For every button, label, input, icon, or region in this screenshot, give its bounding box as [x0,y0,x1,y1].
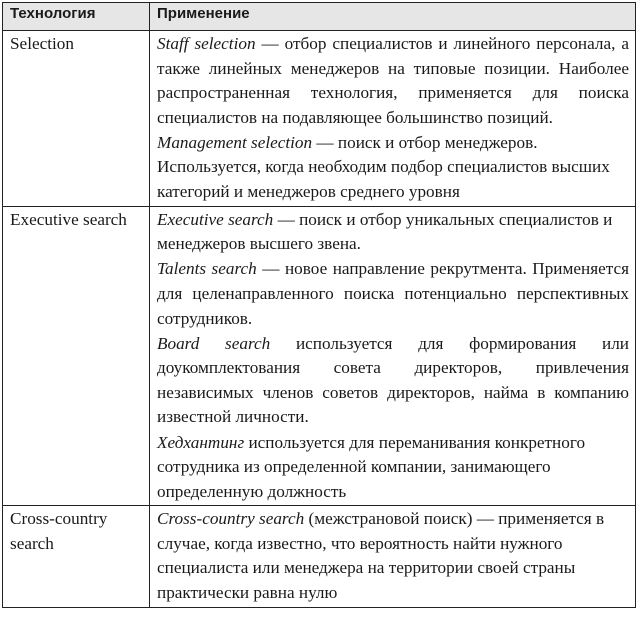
term-description: — поиск и отбор менеджеров. Используется, когда необходим подбор специалистов высших категорий и менеджеров среднего уровня [157,132,610,202]
header-technology: Технология [3,3,150,31]
term-description: используется для формирования или доукомплектования совета директоров, привлечения независимых членов советов директоров, найма в компанию известной личности. [157,333,629,427]
technology-cell: Cross-country search [3,506,150,607]
table-header-row [3,3,636,31]
term-description: — новое направление рекрутмента. Применяется для целенаправленного поиска потенциально перспективных сотрудников. [157,259,629,328]
term-name: Cross-country search [157,509,305,529]
application-paragraph [157,208,629,257]
term-name: Management selection [157,132,313,152]
table-row [3,206,636,506]
application-cell [150,206,636,506]
term-description: — поиск и отбор уникальных специалистов и менеджеров высшего звена. [157,209,613,254]
header-application: Применение [150,3,636,31]
term-name: Staff selection [157,34,256,53]
term-name: Executive search [157,209,274,229]
application-paragraph [157,257,629,331]
technology-cell: Selection [3,31,150,207]
table-row [3,506,636,607]
application-paragraph [157,131,629,205]
application-paragraph [157,507,629,605]
term-name: Board search [157,333,271,353]
term-description: (межстрановой поиск) — применяется в случае, когда известно, что вероятность найти нужного специалиста или менеджера на территории своей страны практически равна нулю [157,509,605,603]
application-cell [150,31,636,207]
term-name: Хедхантинг [157,432,245,452]
term-name: Talents search [157,259,257,279]
table-row [3,31,636,207]
application-cell [150,506,636,607]
application-paragraph [157,332,629,430]
recruitment-technologies-table [2,2,636,608]
application-paragraph [157,32,629,130]
term-description: — отбор специалистов и линейного персонала, а также линейных менеджеров на типовые позиции. Наиболее распространенная технология, применяется для поиска специалистов на подавляющее большинство позиций. [157,34,629,127]
application-paragraph [157,431,629,505]
technology-cell: Executive search [3,206,150,506]
term-description: используется для переманивания конкретного сотрудника из определенной компании, занимающего определенную должность [157,432,586,501]
